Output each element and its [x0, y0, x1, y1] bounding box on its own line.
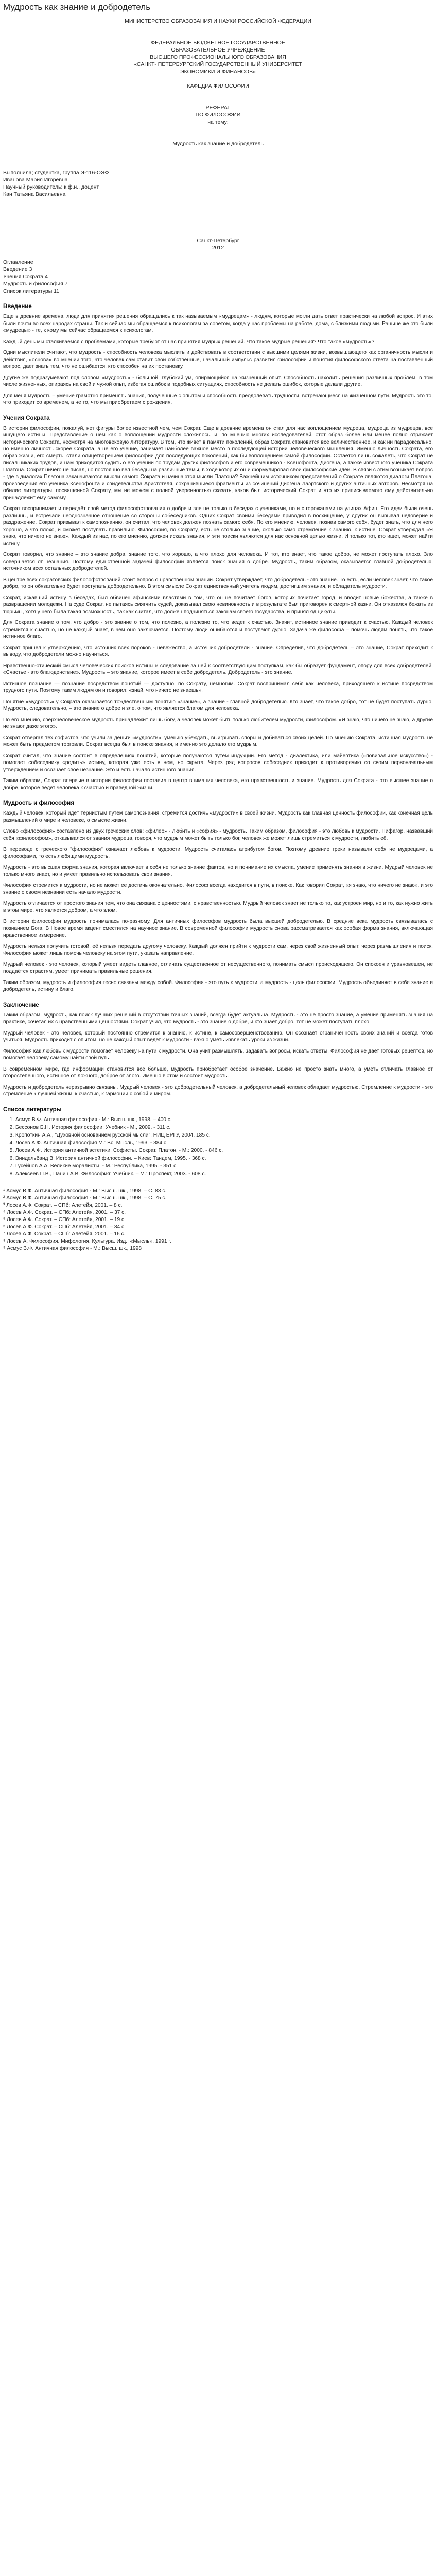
section-paragraph: Для Сократа знание о том, что добро - это знание о том, что полезно, а полезно то, что ведет к счастью. Значит, истинное знание приводит к счастью. Каждый человек стремится к счастью, но не каждый знает, в чем оно заключается. Поэтому люди ошибаются и поступают дурно. Задача же философа – помочь людям понять, что такое истинное благо.: [3, 620, 433, 639]
section-paragraph: Мудрость - это высшая форма знания, которая включает в себя не только знание фактов, но и понимание их смысла, умение применять знания в жизни. Мудрый человек не только много знает, но и умеет правильно использовать свои знания.: [3, 865, 433, 877]
section-heading: Учения Сократа: [3, 415, 50, 421]
footnote: ³ Лосев А.Ф. Сократ. – СПб: Алетейя, 2001. – 8 с.: [3, 1202, 123, 1208]
section-paragraph: Сократ, искавший истину в беседах, был обвинен афинскими властями в том, что он не почитает богов, которых почитает город, и вводит новые божества, а также в развращении молодежи. На суде Сократ, не пытаясь смягчить судей, доказывал свою невиновность и в результате был приговорен к смертной казни. Он отказался бежать из тюрьмы, хотя у него была такая возможность, так как считал, что должен подчиняться законам своего государства, и принял яд цикуты.: [3, 595, 433, 615]
toc-item: Учения Сократа 4: [3, 274, 48, 280]
section-paragraph: В переводе с греческого "философия" означает любовь к мудрости. Мудрость считалась атрибутом богов. Поэтому древние греки называли себя не мудрецами, а философами, то есть любящими мудрость.: [3, 846, 433, 859]
author-line: Научный руководитель: к.ф.н., доцент: [3, 184, 99, 190]
footnote: ² Асмус В.Ф. Античная философия - М.: Высш. шк., 1998. – С. 75 с.: [3, 1195, 167, 1201]
footnote: ⁹ Асмус В.Ф. Античная философия - М.: Высш. шк., 1998: [3, 1245, 142, 1251]
author-block: [3, 169, 433, 198]
reference-item: 2. Бессонов Б.Н. История философии: Учебник - М., 2009. - 311 с.: [15, 1124, 433, 1131]
toc-item: Введение 3: [3, 266, 32, 273]
author-line: Выполнила; студентка, группа Э-116-ОЭФ: [3, 170, 109, 176]
work-type: РЕФЕРАТ: [205, 105, 231, 111]
section-paragraph: Сократ воспринимает и передаёт свой метод философствования о добре и зле не только в беседах с учениками, но и с горожанами на улицах Афин. Его идеи были очень различны, и встречали неоднозначное отношение со стороны собеседников. Одних Сократ своими беседами приводил в восхищение, у других он вызывал недоверие и раздражение. Сократ призывал к самопознанию, он считал, что человек должен познать самого себя. По его мнению, человек, познав самого себя, будет знать, что для него хорошо, а что плохо, и сможет поступать правильно. Философия, по Сократу, есть не столько знание, сколько само стремление к знанию, к истине. Сократ утверждал «Я знаю, что ничего не знаю». Каждый из нас, по его мнению, должен искать знания, и эти поиски являются для нас основной целью жизни. И только тот, кто ищет, может найти истину.: [3, 506, 433, 547]
year-line: 2012: [212, 245, 224, 251]
section-paragraph: Нравственно-этический смысл человеческих поисков истины и следование за ней к соответствующим поступкам, как бы образует фундамент, опору для всех добродетелей. «Счастье - это благоденствие». Мудрость – это знание, которое имеет в себе добродетель. Добродетель - это знание.: [3, 663, 433, 675]
institution-line: «САНКТ- ПЕТЕРБУРГСКИЙ ГОСУДАРСТВЕННЫЙ УНИВЕРСИТЕТ: [134, 61, 302, 67]
institution-line: ФЕДЕРАЛЬНОЕ БЮДЖЕТНОЕ ГОСУДАРСТВЕННОЕ: [151, 40, 285, 46]
section-paragraph: В центре всех сократовских философствований стоит вопрос о нравственном знании. Сократ утверждает, что добродетель - это знание. То есть, если человек знает, что такое добро, то он обязательно будет поступать добродетельно. В этом смысле Сократ единственный учитель людям, достигшим знания, и обладатель мудрости.: [3, 577, 433, 589]
section-paragraph: Еще в древние времена, люди для принятия решения обращались к так называемым «мудрецам» - людям, которые могли дать ответ практически на любой вопрос. И этих были почти во всех народах страны. Так и сейчас мы обращаемся к психологам за советом, когда у нас проблемы на работе, дома, с близкими людьми. Раньше же это были «мудрецы» - те, к кому мы сейчас обращаемся к психологам.: [3, 314, 433, 333]
footnote: ⁸ Лосев А. Философия. Мифология. Культура. Изд.: «Мысль», 1991 г.: [3, 1238, 171, 1244]
author-line: Кан Татьяна Васильевна: [3, 191, 66, 197]
city-year-block: [3, 237, 433, 251]
reference-item: 7. Гусейнов А.А. Великие моралисты. - М.: Республика, 1995. - 351 с.: [15, 1163, 433, 1170]
references-heading: Список литературы: [3, 1106, 62, 1113]
references-list: [15, 1116, 433, 1178]
reference-item: 8. Алексеев П.В., Панин А.В. Философия: Учебник. – М.: Проспект, 2003. - 608 с.: [15, 1171, 433, 1178]
reference-item: 1. Асмус В.Ф. Античная философия - М.: Высш. шк., 1998. – 400 с.: [15, 1116, 433, 1124]
section-paragraph: Другие же подразумевают под словом «мудрость» - большой, глубокий ум, опирающийся на жизненный опыт. Способность находить решения различных проблем, в том числе жизненных, опираясь на свой и чужой опыт, избегая ошибок в подобных ситуациях, способность не делать ошибок, которые делали другие.: [3, 375, 433, 387]
institution-line: ЭКОНОМИКИ И ФИНАНСОВ»: [180, 69, 256, 75]
reference-item: 6. Виндельбанд В. История античной философии. – Киев: Тандем, 1995. - 368 с.: [15, 1155, 433, 1162]
document-title: Мудрость как знание и добродетель: [0, 0, 436, 14]
toc-item: Мудрость и философия 7: [3, 281, 68, 287]
section-paragraph: Таким образом, мудрость и философия тесно связаны между собой. Философия - это путь к мудрости, а мудрость - цель философии. Мудрость объединяет в себе знание и добродетель, истину и благо.: [3, 979, 433, 992]
section-paragraph: Мудрость и добродетель неразрывно связаны. Мудрый человек - это добродетельный человек, а добродетельный человек обладает мудростью. Стремление к мудрости - это стремление к лучшей жизни, к счастью, к гармонии с собой и миром.: [3, 1084, 433, 1097]
footnote: ⁴ Лосев А.Ф. Сократ. – СПб: Алетейя, 2001. – 37 с.: [3, 1209, 126, 1215]
toc-item: Список литературы 11: [3, 288, 60, 294]
sections-container: [3, 303, 433, 1098]
section-paragraph: Одни мыслители считают, что мудрость - способность человека мыслить и действовать в соответствии с высшими целями жизни, возвышающего как органичность мысли и действия, «основа» во мнении того, что человек сам ставит свои собственные, начальный импульс развития философии и понятия философского ответа на поставленный вопрос, дает знать тем, что не ошибается, кто способен на их постановку.: [3, 350, 433, 369]
institution-line: ОБРАЗОВАТЕЛЬНОЕ УЧРЕЖДЕНИЕ: [171, 47, 265, 53]
section-heading: Мудрость и философия: [3, 800, 74, 806]
section-paragraph: Мудрость нельзя получить готовой, её нельзя передать другому человеку. Каждый должен прийти к мудрости сам, через свой жизненный опыт, через размышления и поиск. Философия может лишь помочь человеку на этом пути, указать направление.: [3, 943, 433, 956]
section-paragraph: Таким образом, мудрость, как поиск лучших решений в отсутствии точных знаний, всегда будет актуальна. Мудрость - это не просто знание, а умение применять знания на практике, сочетая их с нравственными ценностями. Сократ учил, что мудрость - это знание о добре, и кто знает добро, тот не может поступать плохо.: [3, 1012, 433, 1025]
section-paragraph: Таким образом, Сократ впервые в истории философии поставил в центр внимания человека, его нравственность и знание. Мудрость для Сократа - это высшее знание о добре, которое ведет человека к счастью и праведной жизни.: [3, 778, 433, 791]
section-paragraph: Сократ отвергал тех софистов, что учили за деньги «мудрости», умению убеждать, выигрывать споры и добиваться своих целей. По мнению Сократа, истинная мудрость не может быть предметом торговли. Сократ всегда был в поиске знания, и именно это делало его мудрым.: [3, 735, 433, 748]
document-body: [0, 14, 436, 1252]
section-paragraph: В современном мире, где информации становится все больше, мудрость приобретает особое значение. Важно не просто знать много, а уметь отличать главное от второстепенного, истинное от ложного, доброе от злого. Именно в этом и состоит мудрость.: [3, 1066, 433, 1079]
section-paragraph: Каждый человек, который идёт тернистым путём самопознания, стремится достичь «мудрости» в своей жизни. Мудрость как главная ценность философии, как конечная цель размышлений о мире и человеке, о смысле жизни.: [3, 810, 433, 823]
reference-item: 4. Лосев А.Ф. Античная философия М.: Вс. Мысль, 1993. - 384 с.: [15, 1140, 433, 1147]
title-page: [3, 18, 433, 147]
section-paragraph: Философия стремится к мудрости, но не может её достичь окончательно. Философ всегда находится в пути, в поиске. Как говорил Сократ, «я знаю, что ничего не знаю», и это знание о своем незнании есть начало мудрости.: [3, 883, 433, 895]
section-paragraph: Философия как любовь к мудрости помогает человеку на пути к мудрости. Она учит размышлять, задавать вопросы, искать ответы. Философия не дает готовых рецептов, но помогает человеку самому найти свой путь.: [3, 1048, 433, 1061]
section-paragraph: Понятие «мудрость» у Сократа оказывается тождественным понятию «знание», а знание - главной добродетелью. Кто знает, что такое добро, тот не будет поступать дурно. Мудрость, следовательно, – это знание о добре и зле, о том, что является благом для человека.: [3, 699, 433, 711]
section-paragraph: Сократ пришел к утверждению, что источник всех пороков - невежество, а источник добродетели - знание. Определив, что добродетель – это знание, Сократ приходит к выводу, что добродетели можно научиться.: [3, 645, 433, 657]
section-paragraph: Мудрый человек - это человек, который постоянно стремится к знанию, к истине, к самосовершенствованию. Он осознает ограниченность своих знаний и всегда готов учиться. Мудрость приходит с опытом, но не каждый опыт ведет к мудрости - важно уметь извлекать уроки из жизни.: [3, 1030, 433, 1043]
section-paragraph: Сократ считал, что знание состоит в определениях понятий, которые получаются путем индукции. Его метод - диалектика, или майевтика («повивальное искусство») - помогает собеседнику «родить» истину, которая уже есть в нем, но скрыта. Через ряд вопросов собеседник приходит к противоречию со своим первоначальным утверждением и осознает свое незнание. Это и есть начало истинного знания.: [3, 753, 433, 773]
topic-line: Мудрость как знание и добродетель: [172, 141, 264, 147]
section-paragraph: В истории философии, пожалуй, нет фигуры более известной чем, чем Сократ. Еще в древние времена он стал для нас воплощением мудреца, мудреца из мудрецов, все ищущего истины. Представление о нем как о воплощении мудрости сложилось, и, по мнению многих исследователей, этот образ более или менее полно отражает исторического Сократа, несмотря на многовековую литературу. В том, что живет в памяти поколений, образ Сократа становится всё величественнее, и как ни парадоксально, но именно личность скорее Сократа, а не его учение, занимает наиболее важное место в последующей истории человеческого мышления. Именно личность Сократа, его образ жизни, его смерть, стали олицетворением философии для последующих поколений, как бы воплощением самой философии. Остается лишь сожалеть, что Сократ не писал никаких трудов, и нам приходится судить о его учении по трудам других философов и его современников - Ксенофонта, Диогена, а также известного ученика Сократа Платона. Сократ ничего не писал, но постоянно вел беседы на различные темы, в ходе которых он и формулировал свои философские идеи. В связи с этим возникает вопрос - где в диалогах Платона заканчиваются мысли самого Сократа и начинаются мысли Платона? Важнейшим источником представлений о Сократе являются диалоги Платона, произведения его ученика Ксенофонта и свидетельства Аристотеля, сохранившиеся фрагменты из сочинений Диогена Лаэртского и других античных авторов. Несмотря на обилие литературы, посвященной Сократу, мы не можем с полной уверенностью сказать, каков был исторический Сократ и что из приписываемого ему действительно принадлежит ему самому.: [3, 425, 433, 501]
section-paragraph: Мудрый человек - это человек, который умеет видеть главное, отличать существенное от несущественного, понимать смысл происходящего. Он спокоен и уравновешен, не поддаётся страстям, умеет принимать правильные решения.: [3, 961, 433, 974]
section-paragraph: Для меня мудрость – умение грамотно применять знания, полученные с опытом и способность преодолевать трудности, встречающиеся на жизненном пути. Мудрость это то, что приходит со временем, а не то, что мы приобретаем с рождения.: [3, 393, 433, 405]
department-line: КАФЕДРА ФИЛОСОФИИ: [187, 83, 249, 89]
city-line: Санкт-Петербург: [197, 238, 239, 244]
reference-item: 5. Лосев А.Ф. История античной эстетики. Софисты. Сократ. Платон. - М.: 2000. - 846 с.: [15, 1147, 433, 1155]
subject-line: ПО ФИЛОСОФИИ: [195, 112, 241, 118]
toc-item: Оглавление: [3, 259, 33, 265]
ministry-line: МИНИСТЕРСТВО ОБРАЗОВАНИЯ И НАУКИ РОССИЙСКОЙ ФЕДЕРАЦИИ: [125, 18, 311, 24]
footnote: ⁵ Лосев А.Ф. Сократ. – СПб: Алетейя, 2001. – 19 с.: [3, 1216, 126, 1223]
footnotes: [3, 1188, 433, 1252]
institution-line: ВЫСШЕГО ПРОФЕССИОНАЛЬНОГО ОБРАЗОВАНИЯ: [150, 54, 286, 60]
section-paragraph: Слово «философия» составлено из двух греческих слов: «филео» - любить и «софия» - мудрость. Таким образом, философия - это любовь к мудрости. Пифагор, назвавший себя «философом», отказывался от звания мудреца, говоря, что мудрым может быть только бог, человек же может лишь стремиться к мудрости, любить её.: [3, 828, 433, 841]
section-paragraph: В истории философии мудрость понималась по-разному. Для античных философов мудрость была высшей добродетелью. В средние века мудрость связывалась с познанием Бога. В Новое время акцент сместился на научное знание. В современной философии мудрость снова рассматривается как особая форма знания, включающая нравственное измерение.: [3, 919, 433, 938]
section-paragraph: По его мнению, сверхчеловеческое мудрость принадлежит лишь богу, а человек может быть только любителем мудрости, философом. «Я знаю, что ничего не знаю, а другие не знают даже этого».: [3, 717, 433, 730]
section-paragraph: Каждый день мы сталкиваемся с проблемами, которые требуют от нас принятия мудрых решений. Что такое мудрые решения? Что такое «мудрость»?: [3, 338, 375, 345]
section-paragraph: Мудрость отличается от простого знания тем, что она связана с ценностями, с нравственностью. Мудрый человек знает не только то, как устроен мир, но и то, как нужно жить в этом мире, что является добром, а что злом.: [3, 901, 433, 913]
section-paragraph: Истинное познание — познание посредством понятий — доступно, по Сократу, немногим. Сократ воспринимал себя как человека, приходящего к истине посредством трудного пути. Поэтому таким людям он и говорил: «знай, что ничего не знаешь».: [3, 681, 433, 693]
section-heading: Заключение: [3, 1002, 39, 1008]
reference-item: 3. Кропоткин А.А., "Духовной основанием русской мысли", НИЦ ЕРГУ, 2004. 185 с.: [15, 1132, 433, 1139]
footnote: ⁶ Лосев А.Ф. Сократ. – СПб: Алетейя, 2001. – 34 с.: [3, 1224, 126, 1230]
footnote: ¹ Асмус В.Ф. Античная философия - М.: Высш. шк., 1998. – С. 83 с.: [3, 1188, 167, 1194]
section-heading: Введение: [3, 303, 32, 310]
section-paragraph: Сократ говорил, что знание – это знание добра, знание того, что хорошо, а что плохо для человека. И тот, кто знает, что такое добро, не может поступать плохо. Зло совершается от незнания. Поэтому единственной задачей философии является поиск знания о добре. Мудрость, таким образом, оказывается главной добродетелью, источником всех остальных добродетелей.: [3, 552, 433, 571]
table-of-contents: [3, 259, 433, 295]
author-line: Иванова Мария Игоревна: [3, 177, 68, 183]
footnote: ⁷ Лосев А.Ф. Сократ. – СПб: Алетейя, 2001. – 16 с.: [3, 1231, 126, 1237]
topic-label: на тему:: [207, 119, 229, 125]
